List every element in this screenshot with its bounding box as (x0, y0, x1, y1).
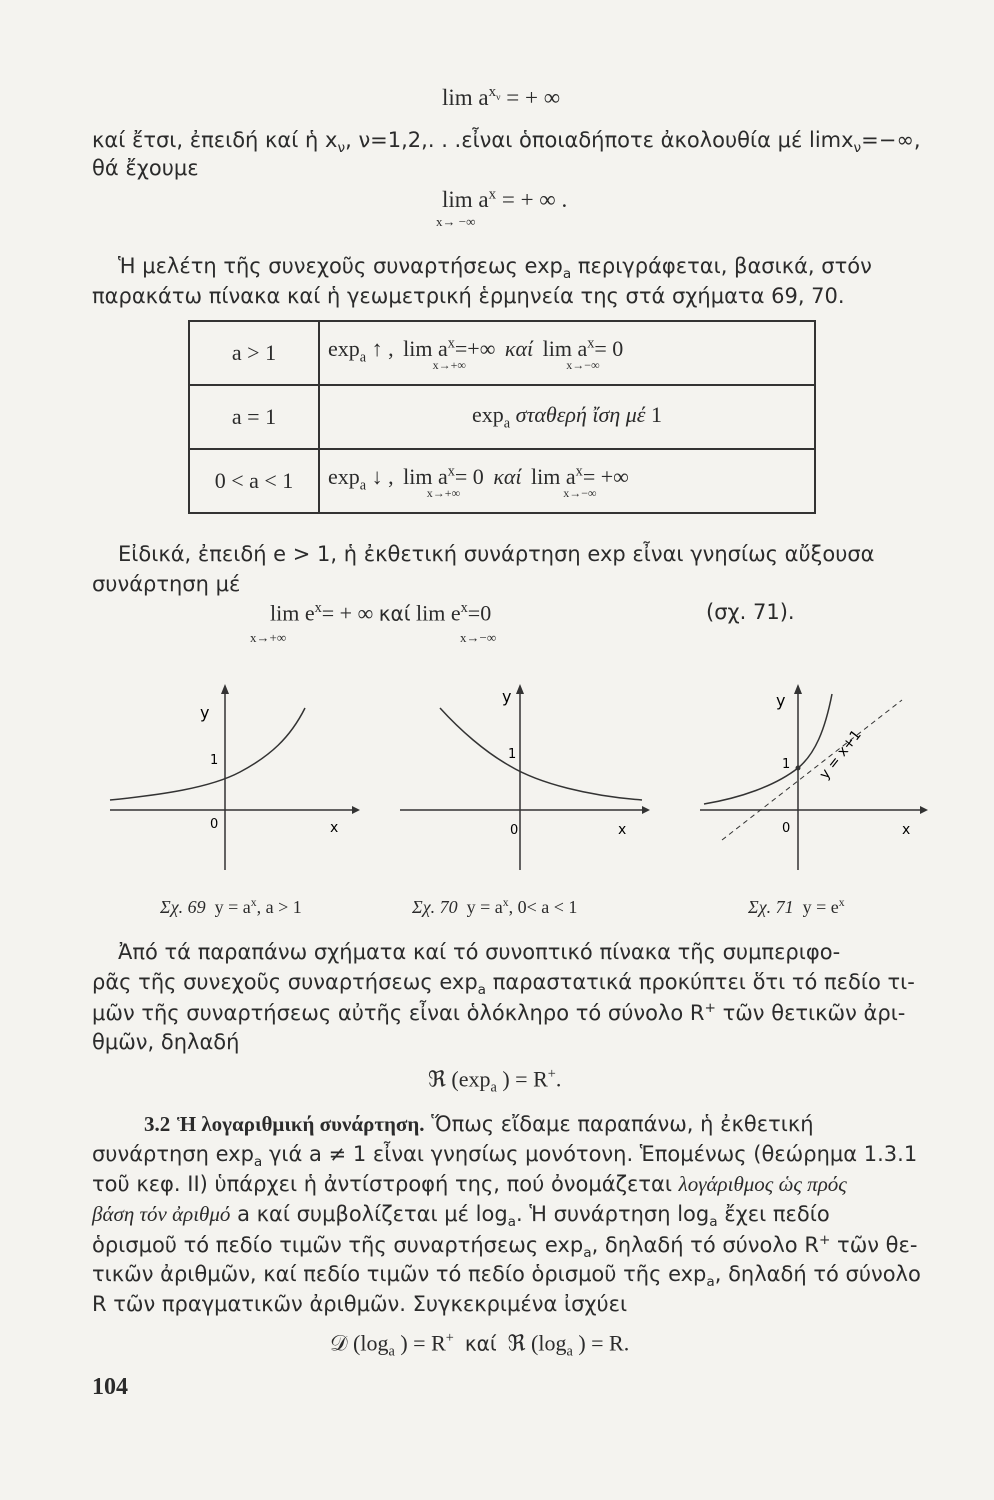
caption-71: Σχ. 71 $y = e^x$ (748, 896, 845, 917)
x-axis-arrow (920, 806, 928, 814)
equation-lim-a-xv: $\lim a^{x_\nu}$ = + ∞ (442, 84, 561, 110)
label-one: 1 (210, 753, 219, 768)
equation-lim-e: $\lim e^x=$ + ∞ καί $\lim e^x=0$ (270, 600, 492, 626)
x-axis-arrow (352, 806, 360, 814)
y-axis-arrow (794, 684, 802, 694)
limit-under-plus: x→+∞ (250, 630, 287, 645)
equation-range-exp: ℜ ($\exp_a$ ) = R+. (428, 1066, 562, 1096)
section-3-2-line3: τοῦ κεφ. II) ὑπάρχει ἡ ἀντίστροφή της, πού ὀνομάζεται λογάριθμος ὡς πρός (92, 1172, 847, 1196)
paragraph-sequence: καί ἔτσι, ἐπειδή καί ἡ $x_\nu$, ν=1,2,. . .εἶναι ὁποιαδήποτε ἀκολουθία μέ limx$_\nu$=−∞, (92, 128, 921, 157)
table-cell-behavior: $\exp_a$ ↓ , $\lim a^x= 0$ x→+∞ καί $\lim a^x=$ +∞ x→−∞ (319, 449, 815, 513)
label-x: x (902, 822, 911, 838)
table-cell-condition: a = 1 (189, 385, 319, 449)
paragraph-e-line2: συνάρτηση μέ (92, 572, 241, 596)
table-row (189, 385, 815, 449)
label-y: y (200, 703, 210, 722)
y-axis-arrow (516, 684, 524, 694)
paragraph-sequence-end: θά ἔχουμε (92, 156, 199, 180)
label-one: 1 (782, 757, 791, 772)
section-3-2-line7: R τῶν πραγματικῶν ἀριθμῶν. Συγκεκριμένα ἰσχύει (92, 1292, 628, 1316)
decreasing-arrow-icon: ↓ (371, 463, 383, 489)
label-y: y (776, 691, 786, 710)
paragraph-range-line2: ρᾶς τῆς συνεχοῦς συναρτήσεως $\exp_a \pi\alpha\rho\alpha\sigma\tau\alpha\tau\iota\kappa ά$ προκύπτει ὅτι τό πεδίο τι- (92, 970, 915, 999)
label-zero: 0 (782, 821, 791, 836)
paragraph-range-line3: μῶν τῆς συναρτήσεως αὐτῆς εἶναι ὁλόκληρο τό σύνολο R+ τῶν θετικῶν ἀρι- (92, 1000, 906, 1025)
paragraph-range-line1: Ἀπό τά παραπάνω σχήματα καί τό συνοπτικό πίνακα τῆς συμπεριφο- (118, 940, 841, 964)
table-row (189, 449, 815, 513)
figure-69-increasing-exp (100, 680, 360, 880)
label-x: x (618, 822, 627, 838)
increasing-arrow-icon: ↑ (371, 335, 383, 361)
table-cell-behavior: $\exp_a$ ↑ , $\lim a^x=+\infty$ x→+∞ καί $\lim a^x= 0$ x→−∞ (319, 321, 815, 385)
section-3-2-line1: 3.2 Ἡ λογαριθμική συνάρτηση. Ὅπως εἴδαμε παραπάνω, ἡ ἐκθετική (144, 1112, 814, 1136)
curve-a-less-1 (440, 708, 642, 800)
table-cell-condition: 0 < a < 1 (189, 449, 319, 513)
label-zero: 0 (510, 823, 519, 838)
caption-70: Σχ. 70 $y = a^x$, 0< a < 1 (412, 896, 578, 917)
section-3-2-line4: βάση τόν ἀριθμό a καί συμβολίζεται μέ $\log_a$. Ἡ συνάρτηση $\log_a$ ἔχει πεδίο (92, 1202, 830, 1231)
equation-lim-x-minus-inf: $\lim a^x$ = + ∞ . (442, 186, 568, 212)
tangent-line (722, 700, 902, 840)
curve-exp (704, 694, 832, 804)
section-3-2-line2: συνάρτηση $\exp_a \gamma\iota ά$ a ≠ 1 εἶναι γνησίως μονότονη. Ἑπομένως (θεώρημα 1.3.1 (92, 1142, 918, 1171)
x-axis-arrow (642, 806, 650, 814)
limit-under-minus: x→−∞ (460, 630, 497, 645)
section-number: 3.2 (144, 1112, 171, 1136)
section-3-2-line5: ὁρισμοῦ τό πεδίο τιμῶν τῆς συναρτήσεως $\exp_a$, δηλαδή τό σύνολο R+ τῶν θε- (92, 1232, 918, 1262)
table-row (189, 321, 815, 385)
table-cell-condition: a > 1 (189, 321, 319, 385)
equation-log-domain-range: 𝒟 ($\log_a$ ) = R+ καί ℜ ($\log_a$ ) = R. (330, 1330, 630, 1360)
behavior-table (188, 320, 816, 514)
table-cell-behavior: $\exp_a \sigma\tau\alpha\theta\varepsilon\rho ή$ ἴση μέ 1 (319, 385, 815, 449)
equation-lim-under: x→ −∞ (436, 214, 476, 229)
label-one: 1 (508, 747, 517, 762)
caption-69: Σχ. 69 $y = a^x$, a > 1 (160, 896, 302, 917)
section-title: Ἡ λογαριθμική συνάρτηση. (176, 1112, 425, 1136)
figure-reference: (σχ. 71). (706, 600, 795, 624)
label-y: y (502, 687, 512, 706)
paragraph-study-line2: παρακάτω πίνακα καί ἡ γεωμετρική ἑρμηνεία της στά σχήματα 69, 70. (92, 284, 845, 308)
paragraph-study-line1: Ἡ μελέτη τῆς συνεχοῦς συναρτήσεως $\exp_a \pi\varepsilon\rho\iota\gamma\rho ά\varphi\varepsilon\tau\alpha\iota$, βασικά, στόν (118, 254, 872, 283)
label-tangent: y = x+1 (816, 727, 865, 783)
label-x: x (330, 820, 339, 836)
point-0-1 (796, 766, 801, 771)
section-3-2-line6: τικῶν ἀριθμῶν, καί πεδίο τιμῶν τό πεδίο ὁρισμοῦ τῆς $\exp_a$, δηλαδή τό σύνολο (92, 1262, 921, 1291)
paragraph-e-line1: Εἰδικά, ἐπειδή e > 1, ἡ ἐκθετική συνάρτηση exp εἶναι γνησίως αὔξουσα (118, 542, 875, 566)
figure-71-exp-e (690, 680, 940, 880)
y-axis-arrow (221, 684, 229, 694)
label-zero: 0 (210, 817, 219, 832)
paragraph-range-line4: θμῶν, δηλαδή (92, 1030, 240, 1054)
figure-70-decreasing-exp (390, 680, 650, 880)
page-number: 104 (92, 1374, 128, 1400)
